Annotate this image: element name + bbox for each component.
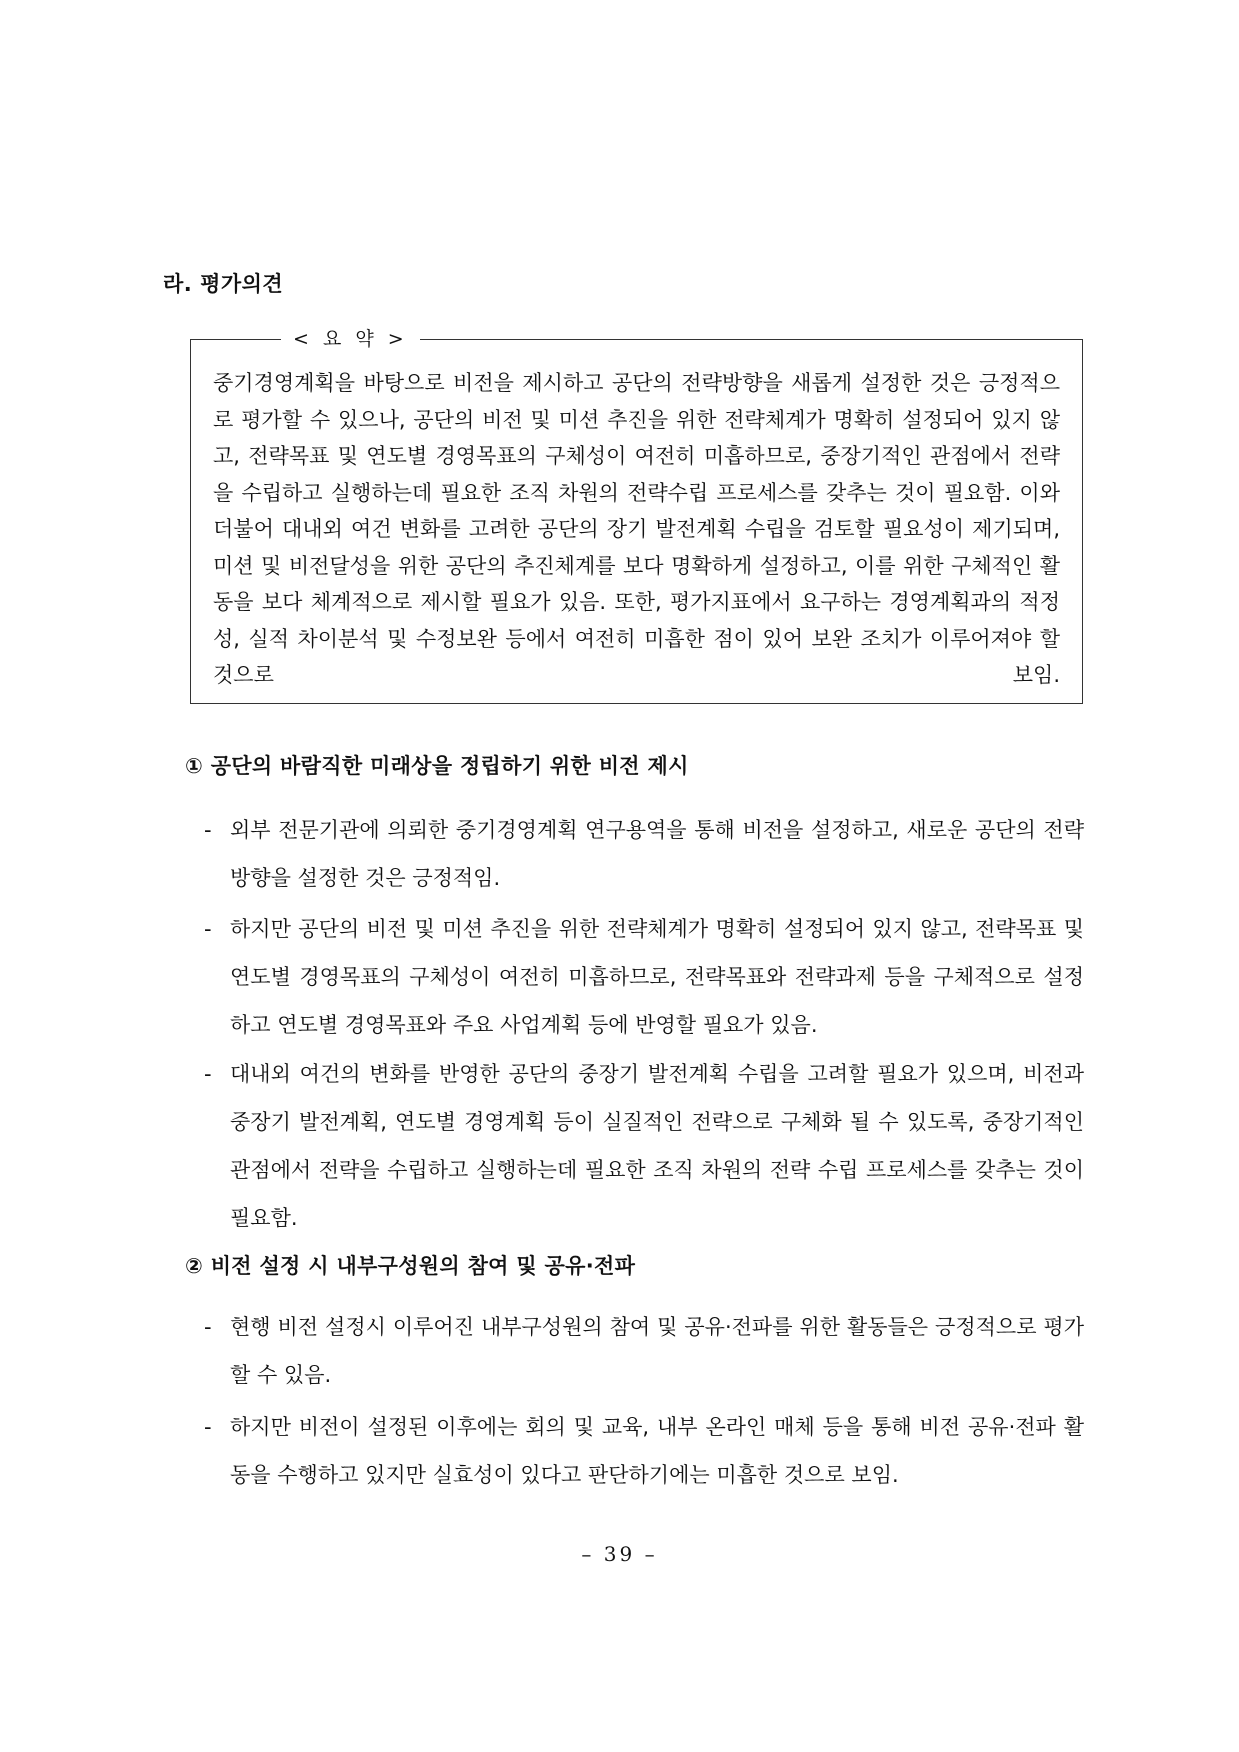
bullet-text: 대내외 여건의 변화를 반영한 공단의 중장기 발전계획 수립을 고려할 필요가 있으며, 비전과 중장기 발전계획, 연도별 경영계획 등이 실질적인 전략으로 구체화 될 수 있도록, 중장기적인 관점에서 전략을 수립하고 실행하는데 필요한 조직 차원의 전략 수립 프로세스를 갖추는 것이 필요함. (230, 1062, 1084, 1230)
item-2-bullet-2 (204, 1403, 1084, 1499)
item-2-heading: ② 비전 설정 시 내부구성원의 참여 및 공유·전파 (185, 1254, 636, 1278)
page-number: – 39 – (581, 1542, 658, 1566)
item-1-bullet-3 (204, 1050, 1084, 1242)
summary-text: 중기경영계획을 바탕으로 비전을 제시하고 공단의 전략방향을 새롭게 설정한 것은 긍정적으로 평가할 수 있으나, 공단의 비전 및 미션 추진을 위한 전략체계가 명확히 설정되어 있지 않고, 전략목표 및 연도별 경영목표의 구체성이 여전히 미흡하므로, 중장기적인 관점에서 전략을 수립하고 실행하는데 필요한 조직 차원의 전략수립 프로세스를 갖추는 것이 필요함. 이와 더불어 대내외 여건 변화를 고려한 공단의 장기 발전계획 수립을 검토할 필요성이 제기되며, 미션 및 비전달성을 위한 공단의 추진체계를 보다 명확하게 설정하고, 이를 위한 구체적인 활동을 보다 체계적으로 제시할 필요가 있음. 또한, 평가지표에서 요구하는 경영계획과의 적정성, 실적 차이분석 및 수정보완 등에서 여전히 미흡한 점이 있어 보완 조치가 이루어져야 할 것으로 보임. (213, 371, 1060, 687)
item-2-bullet-1 (204, 1303, 1084, 1399)
bullet-text: 하지만 비전이 설정된 이후에는 회의 및 교육, 내부 온라인 매체 등을 통해 비전 공유·전파 활동을 수행하고 있지만 실효성이 있다고 판단하기에는 미흡한 것으로 보임. (230, 1415, 1084, 1487)
item-1-bullet-2 (204, 905, 1084, 1049)
bullet-dash: - (204, 1315, 212, 1339)
bullet-text: 현행 비전 설정시 이루어진 내부구성원의 참여 및 공유·전파를 위한 활동들은 긍정적으로 평가할 수 있음. (230, 1315, 1084, 1387)
item-1-bullet-1 (204, 806, 1084, 902)
bullet-dash: - (204, 1062, 212, 1086)
summary-legend: < 요 약 > (281, 326, 420, 352)
item-1-heading: ① 공단의 바람직한 미래상을 정립하기 위한 비전 제시 (185, 754, 689, 778)
bullet-dash: - (204, 917, 212, 941)
section-title: 라. 평가의견 (163, 272, 284, 296)
bullet-dash: - (204, 818, 212, 842)
bullet-text: 하지만 공단의 비전 및 미션 추진을 위한 전략체계가 명확히 설정되어 있지 않고, 전략목표 및 연도별 경영목표의 구체성이 여전히 미흡하므로, 전략목표와 전략과제 등을 구체적으로 설정하고 연도별 경영목표와 주요 사업계획 등에 반영할 필요가 있음. (230, 917, 1084, 1037)
bullet-dash: - (204, 1415, 212, 1439)
summary-box (190, 328, 1083, 704)
bullet-text: 외부 전문기관에 의뢰한 중기경영계획 연구용역을 통해 비전을 설정하고, 새로운 공단의 전략 방향을 설정한 것은 긍정적임. (230, 818, 1084, 890)
